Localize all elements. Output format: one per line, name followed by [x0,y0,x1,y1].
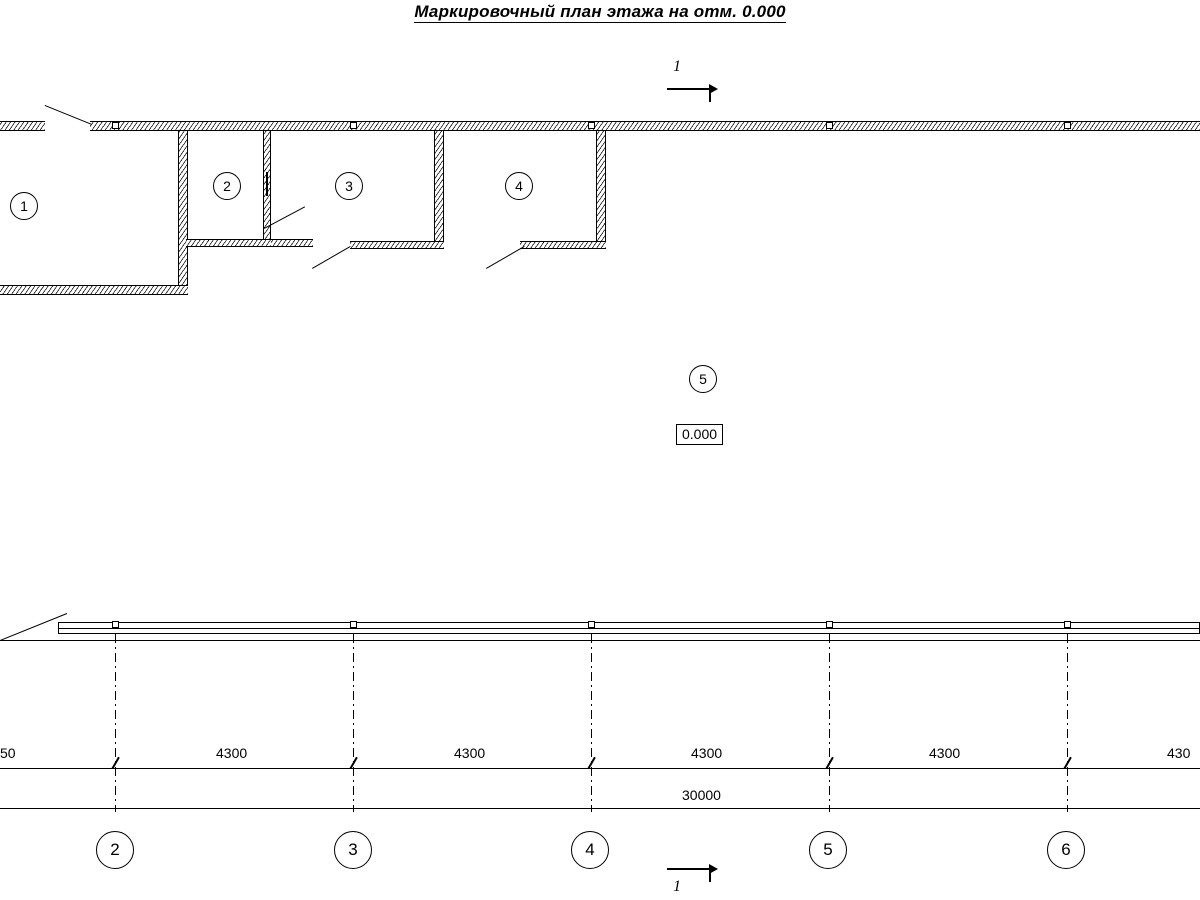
axis-bubble-6-label: 6 [1061,840,1071,859]
room-bubble-4-label: 4 [515,178,523,194]
page-title [0,2,1200,22]
dimension-label [1167,745,1190,761]
dimension-label-text: 4300 [216,745,248,761]
axis-bubble-3[interactable] [334,831,372,869]
axis-bubble-4[interactable] [571,831,609,869]
interior-wall-bottom-room2 [186,239,271,247]
dimension-label-text: 4300 [454,745,486,761]
room-bubble-1-label: 1 [20,198,28,214]
column-symbol [112,122,119,129]
dimension-label [0,745,16,761]
elevation-mark [676,424,723,445]
axis-bubble-2-label: 2 [110,840,120,859]
axis-bubble-5-label: 5 [823,840,833,859]
axis-bubble-5[interactable] [809,831,847,869]
interior-wall-vertical-c [434,131,444,249]
column-symbol [826,621,833,628]
leader-line-room4 [486,246,525,269]
room-bubble-5-label: 5 [699,371,707,387]
column-symbol [826,122,833,129]
column-symbol [1064,621,1071,628]
axis-grid-line-3 [353,634,354,812]
dimension-total-label-text: 30000 [682,787,721,803]
section-marker-top [665,58,725,98]
section-marker-top-tick [709,88,711,102]
section-marker-top-bar [667,88,711,90]
column-symbol [1064,122,1071,129]
axis-grid-line-6 [1067,634,1068,812]
lower-wall-midline [58,628,1200,629]
axis-bubble-6[interactable] [1047,831,1085,869]
interior-wall-bottom-room4 [520,241,606,249]
column-symbol [350,621,357,628]
exterior-wall-top [90,121,1200,131]
dimension-label-text: 4300 [929,745,961,761]
column-symbol [112,621,119,628]
interior-wall-bottom-room2b [271,239,313,247]
axis-bubble-3-label: 3 [348,840,358,859]
dimension-label-text: 430 [1167,745,1191,761]
axis-grid-line-4 [591,634,592,812]
room-bubble-1[interactable] [10,192,38,220]
column-symbol [350,122,357,129]
column-symbol [588,621,595,628]
dimension-label [929,745,960,761]
dimension-label-text: 50 [0,745,16,761]
page-title-text: Маркировочный план этажа на отм. 0.000 [414,2,786,21]
room-bubble-4[interactable] [505,172,533,200]
interior-wall-bottom-left [0,285,188,295]
column-symbol [588,122,595,129]
room-bubble-3[interactable] [335,172,363,200]
dimension-line-segments [0,768,1200,769]
dimension-total-label [682,787,721,803]
door-leaf-room2 [266,172,268,196]
axis-grid-line-2 [115,634,116,812]
lower-wall-outer-line [0,640,1200,641]
section-marker-top-label: 1 [673,58,681,75]
elevation-mark-value: 0.000 [682,426,718,442]
axis-bubble-4-label: 4 [585,840,595,859]
interior-wall-vertical-a [178,131,188,291]
leader-line-top-left [45,105,92,125]
room-bubble-2-label: 2 [223,178,231,194]
dimension-line-total [0,808,1200,809]
dimension-label [454,745,485,761]
leader-line-room3 [312,246,351,269]
dimension-label [216,745,247,761]
exterior-wall-top-left-stub [0,121,45,131]
dimension-label-text: 4300 [691,745,723,761]
axis-grid-line-5 [829,634,830,812]
section-marker-bottom-tick [709,868,711,882]
room-bubble-2[interactable] [213,172,241,200]
section-marker-bottom-label: 1 [673,878,681,895]
room-bubble-5[interactable] [689,365,717,393]
section-marker-bottom [665,860,725,896]
interior-wall-bottom-room3 [350,241,444,249]
room-bubble-3-label: 3 [345,178,353,194]
axis-bubble-2[interactable] [96,831,134,869]
interior-wall-vertical-d [596,131,606,249]
section-marker-bottom-bar [667,868,711,870]
dimension-label [691,745,722,761]
